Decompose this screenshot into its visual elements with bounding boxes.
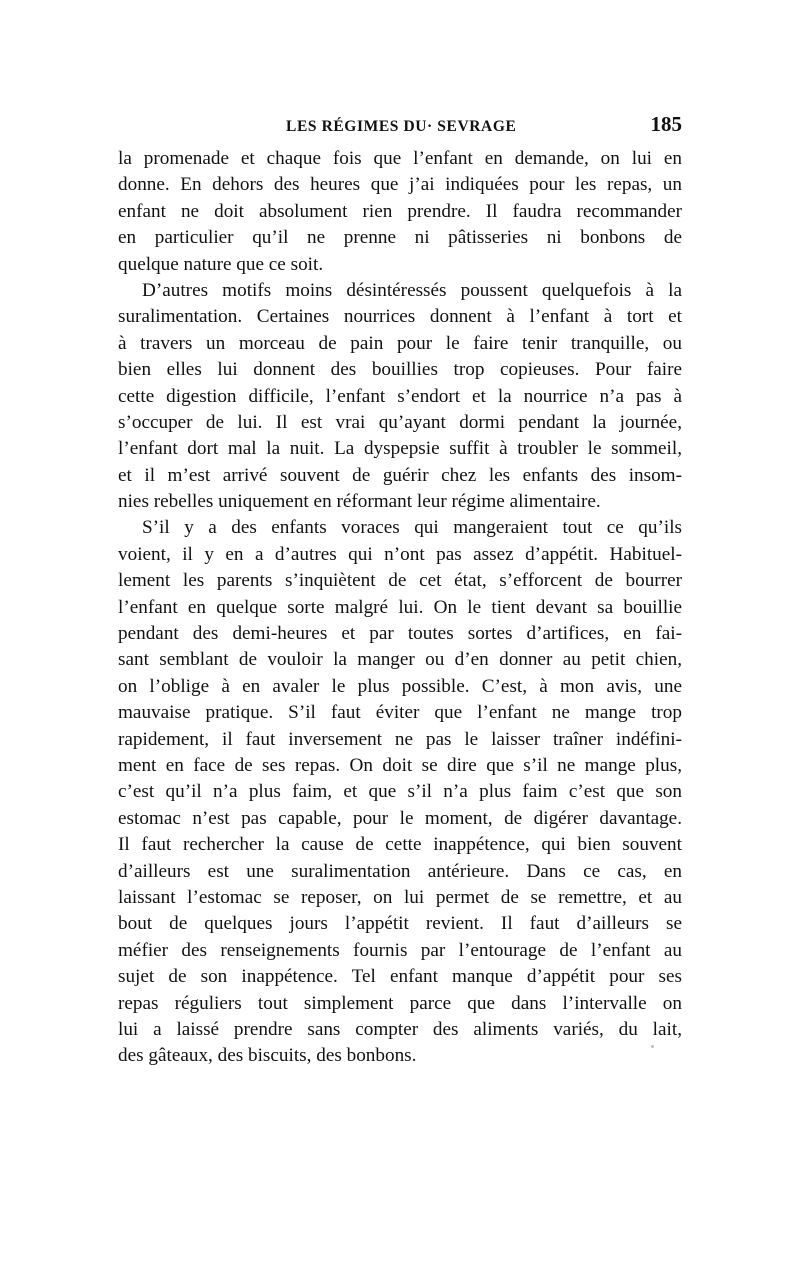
running-title: LES RÉGIMES DU· SEVRAGE <box>286 118 517 135</box>
text-line: d’ailleurs est une suralimentation antérieure. Dans ce cas, en <box>118 860 682 882</box>
page-number: 185 <box>650 112 682 136</box>
text-line: l’enfant en quelque sorte malgré lui. On le tient devant sa bouillie <box>118 596 682 618</box>
text-line: quelque nature que ce soit. <box>118 253 324 275</box>
paper-speck <box>651 1045 654 1048</box>
text-line: à travers un morceau de pain pour le faire tenir tranquille, ou <box>118 332 682 354</box>
text-line: donne. En dehors des heures que j’ai indiquées pour les repas, un <box>118 174 682 196</box>
text-line: repas réguliers tout simplement parce que dans l’intervalle on <box>118 992 682 1014</box>
text-line: voient, il y en a d’autres qui n’ont pas assez d’appétit. Habituel- <box>118 543 682 565</box>
running-header <box>118 114 682 140</box>
text-line: D’autres motifs moins désintéressés poussent quelquefois à la <box>142 279 682 301</box>
text-line: pendant des demi-heures et par toutes sortes d’artifices, en fai- <box>118 623 682 645</box>
text-line: sant semblant de vouloir la manger ou d’en donner au petit chien, <box>118 649 682 671</box>
text-line: bien elles lui donnent des bouillies trop copieuses. Pour faire <box>118 359 682 381</box>
text-line: estomac n’est pas capable, pour le moment, de digérer davantage. <box>118 807 682 829</box>
text-line: c’est qu’il n’a plus faim, et que s’il n’a plus faim c’est que son <box>118 781 682 803</box>
text-line: enfant ne doit absolument rien prendre. Il faudra recommander <box>118 200 682 222</box>
text-line: S’il y a des enfants voraces qui mangeraient tout ce qu’ils <box>142 517 682 539</box>
text-line: en particulier qu’il ne prenne ni pâtisseries ni bonbons de <box>118 227 682 249</box>
text-line: lui a laissé prendre sans compter des aliments variés, du lait, <box>118 1018 682 1040</box>
text-line: méfier des renseignements fournis par l’entourage de l’enfant au <box>118 939 682 961</box>
text-line: sujet de son inappétence. Tel enfant manque d’appétit pour ses <box>118 966 682 988</box>
text-line: nies rebelles uniquement en réformant leur régime alimentaire. <box>118 491 601 513</box>
text-line: Il faut rechercher la cause de cette inappétence, qui bien souvent <box>118 834 682 856</box>
text-line: lement les parents s’inquiètent de cet état, s’efforcent de bourrer <box>118 570 682 592</box>
text-line: laissant l’estomac se reposer, on lui permet de se remettre, et au <box>118 886 682 908</box>
text-line: des gâteaux, des biscuits, des bonbons. <box>118 1045 417 1067</box>
text-line: ment en face de ses repas. On doit se dire que s’il ne mange plus, <box>118 754 682 776</box>
text-line: on l’oblige à en avaler le plus possible. C’est, à mon avis, une <box>118 675 682 697</box>
body-text <box>118 146 682 1070</box>
text-line: cette digestion difficile, l’enfant s’endort et la nourrice n’a pas à <box>118 385 682 407</box>
text-line: rapidement, il faut inversement ne pas le laisser traîner indéfini- <box>118 728 682 750</box>
text-line: bout de quelques jours l’appétit revient. Il faut d’ailleurs se <box>118 913 682 935</box>
text-line: mauvaise pratique. S’il faut éviter que l’enfant ne mange trop <box>118 702 682 724</box>
text-line: l’enfant dort mal la nuit. La dyspepsie suffit à troubler le sommeil, <box>118 438 682 460</box>
text-line: et il m’est arrivé souvent de guérir chez les enfants des insom- <box>118 464 682 486</box>
text-line: la promenade et chaque fois que l’enfant en demande, on lui en <box>118 148 682 169</box>
text-line: s’occuper de lui. Il est vrai qu’ayant dormi pendant la journée, <box>118 411 682 433</box>
text-line: suralimentation. Certaines nourrices donnent à l’enfant à tort et <box>118 306 682 328</box>
